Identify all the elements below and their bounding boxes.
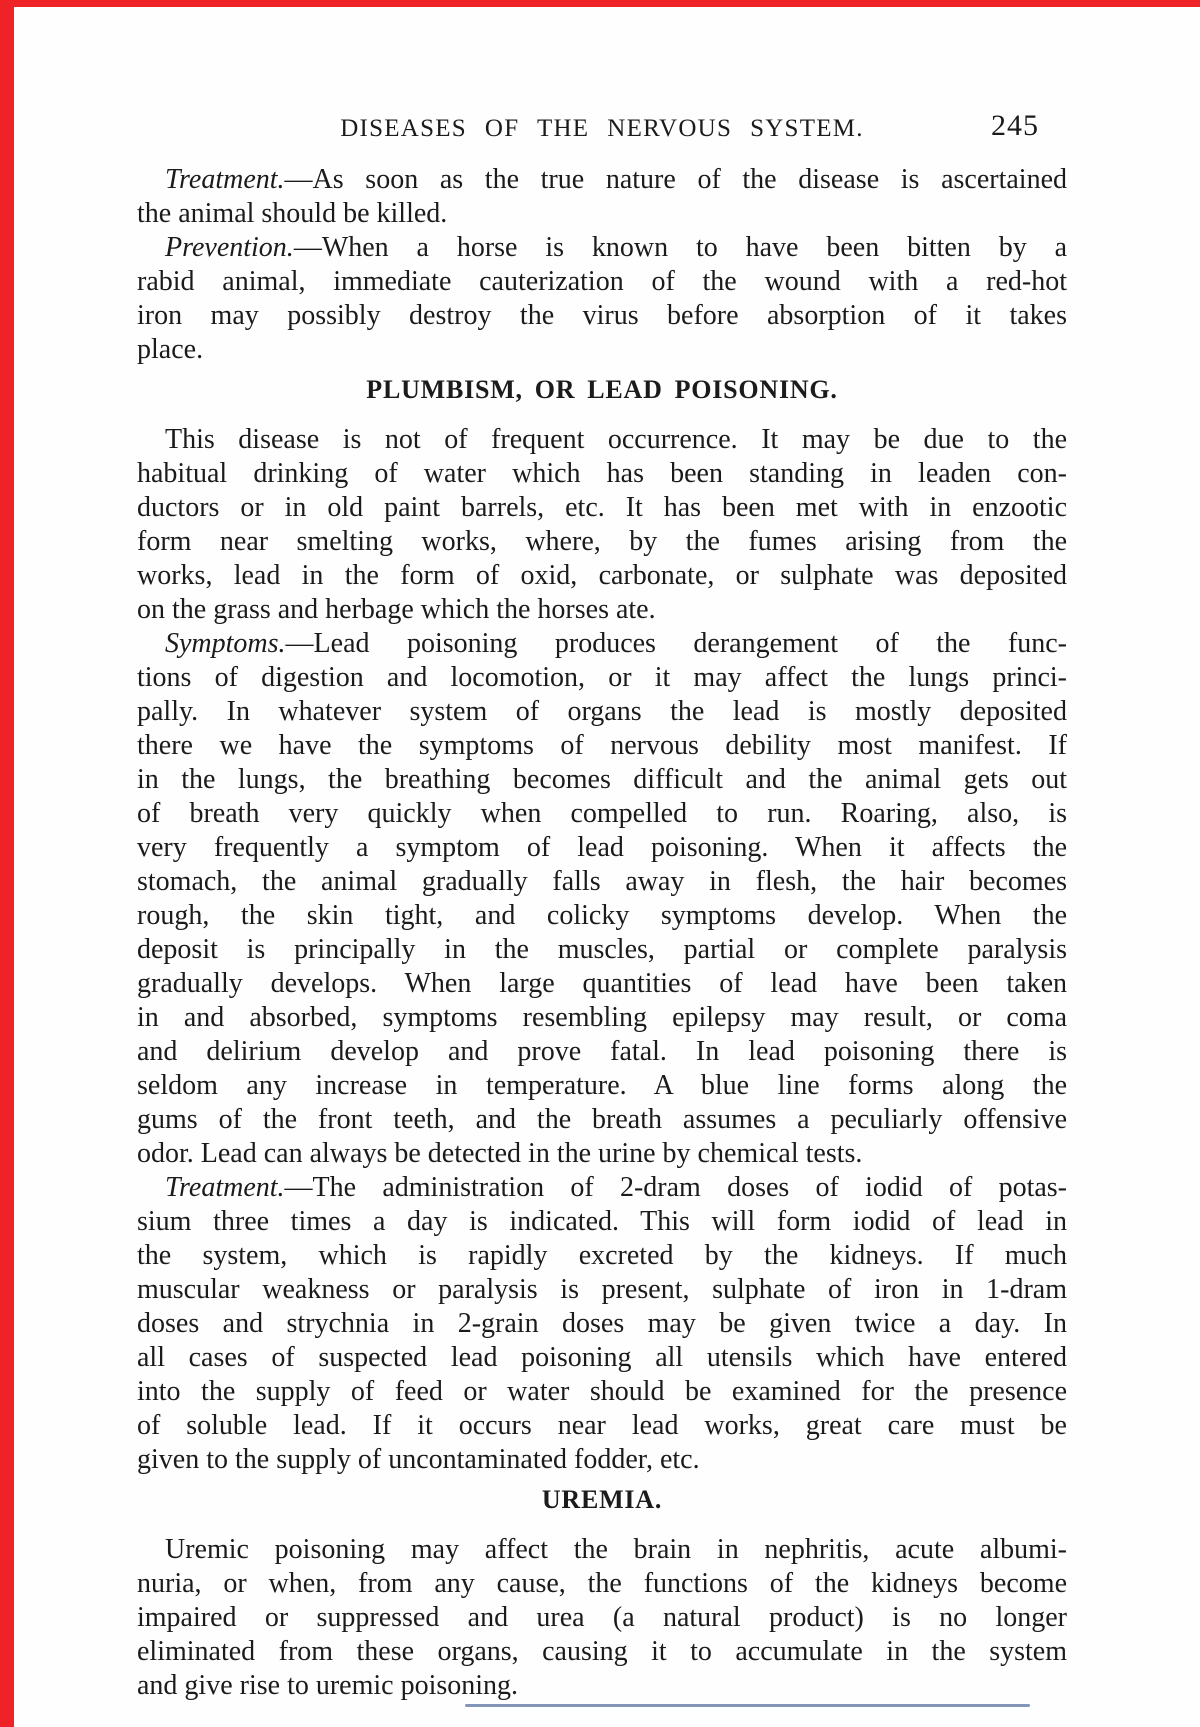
text-line: deposit is principally in the muscles, partial or complete paralysis: [137, 934, 1067, 965]
text-line: on the grass and herbage which the horses ate.: [137, 594, 656, 625]
text-line: in the lungs, the breathing becomes difficult and the animal gets out: [137, 764, 1067, 795]
text-line: the animal should be killed.: [137, 198, 448, 229]
text-line: place.: [137, 334, 204, 365]
italic-lead-in: Symptoms.: [165, 628, 286, 659]
paragraph: [137, 1533, 1067, 1703]
text-line: and delirium develop and prove fatal. In lead poisoning there is: [137, 1036, 1067, 1067]
text-line: into the supply of feed or water should be examined for the presence: [137, 1376, 1067, 1407]
text-line: muscular weakness or paralysis is present, sulphate of iron in 1-dram: [137, 1274, 1067, 1305]
page-number: 245: [991, 109, 1039, 142]
text-column: [137, 0, 1067, 1703]
text-line: ductors or in old paint barrels, etc. It has been met with in enzootic: [137, 492, 1067, 523]
text-line: This disease is not of frequent occurrence. It may be due to the: [165, 424, 1067, 455]
text-line: in and absorbed, symptoms resembling epilepsy may result, or coma: [137, 1002, 1067, 1033]
italic-lead-in: Prevention.: [165, 232, 294, 263]
paragraph: [137, 163, 1067, 231]
text-line: gums of the front teeth, and the breath assumes a peculiarly offensive: [137, 1104, 1067, 1135]
text-line: very frequently a symptom of lead poisoning. When it affects the: [137, 832, 1067, 863]
text-line: form near smelting works, where, by the fumes arising from the: [137, 526, 1067, 557]
text-line: and give rise to uremic poisoning.: [137, 1670, 519, 1701]
text-line: habitual drinking of water which has been standing in leaden con-: [137, 458, 1067, 489]
text-line: given to the supply of uncontaminated fodder, etc.: [137, 1444, 700, 1475]
page-title: DISEASES OF THE NERVOUS SYSTEM.: [340, 115, 864, 142]
paragraph: [137, 1171, 1067, 1477]
text-line: Symptoms.—Lead poisoning produces derangement of the func-: [165, 628, 1067, 659]
running-head: [137, 109, 1067, 146]
text-line: seldom any increase in temperature. A blue line forms along the: [137, 1070, 1067, 1101]
scan-edge-left: [0, 0, 14, 1727]
text-line: of soluble lead. If it occurs near lead works, great care must be: [137, 1410, 1067, 1441]
text-line: rough, the skin tight, and colicky symptoms develop. When the: [137, 900, 1067, 931]
text-line: there we have the symptoms of nervous debility most manifest. If: [137, 730, 1067, 761]
italic-lead-in: Treatment.: [165, 1172, 285, 1203]
text-line: Treatment.—As soon as the true nature of the disease is ascertained: [165, 164, 1067, 195]
text-line: iron may possibly destroy the virus before absorption of it takes: [137, 300, 1067, 331]
text-line: works, lead in the form of oxid, carbonate, or sulphate was deposited: [137, 560, 1067, 591]
text-line: pally. In whatever system of organs the lead is mostly deposited: [137, 696, 1067, 727]
text-line: tions of digestion and locomotion, or it may affect the lungs princi-: [137, 662, 1067, 693]
text-line: sium three times a day is indicated. This will form iodid of lead in: [137, 1206, 1067, 1237]
text-line: rabid animal, immediate cauterization of the wound with a red-hot: [137, 266, 1067, 297]
text-line: odor. Lead can always be detected in the urine by chemical tests.: [137, 1138, 863, 1169]
paragraph: [137, 231, 1067, 367]
text-line: the system, which is rapidly excreted by the kidneys. If much: [137, 1240, 1067, 1271]
text-line: Prevention.—When a horse is known to have been bitten by a: [165, 232, 1067, 263]
text-line: eliminated from these organs, causing it to accumulate in the system: [137, 1636, 1067, 1667]
text-line: nuria, or when, from any cause, the functions of the kidneys become: [137, 1568, 1067, 1599]
text-line: doses and strychnia in 2-grain doses may be given twice a day. In: [137, 1308, 1067, 1339]
text-line: Uremic poisoning may affect the brain in nephritis, acute albumi-: [165, 1534, 1067, 1565]
section-heading: UREMIA.: [541, 1485, 663, 1514]
paragraph: [137, 423, 1067, 627]
text-line: all cases of suspected lead poisoning all utensils which have entered: [137, 1342, 1067, 1373]
page-body: [137, 163, 1067, 1703]
text-line: stomach, the animal gradually falls away in flesh, the hair becomes: [137, 866, 1067, 897]
text-line: of breath very quickly when compelled to run. Roaring, also, is: [137, 798, 1067, 829]
italic-lead-in: Treatment.: [165, 164, 285, 195]
text-line: Treatment.—The administration of 2-dram doses of iodid of potas-: [165, 1172, 1067, 1203]
section-heading: PLUMBISM, OR LEAD POISONING.: [366, 375, 838, 404]
scan-artifact-line: [465, 1704, 1030, 1707]
text-line: gradually develops. When large quantities of lead have been taken: [137, 968, 1067, 999]
text-line: impaired or suppressed and urea (a natural product) is no longer: [137, 1602, 1067, 1633]
paragraph: [137, 627, 1067, 1171]
